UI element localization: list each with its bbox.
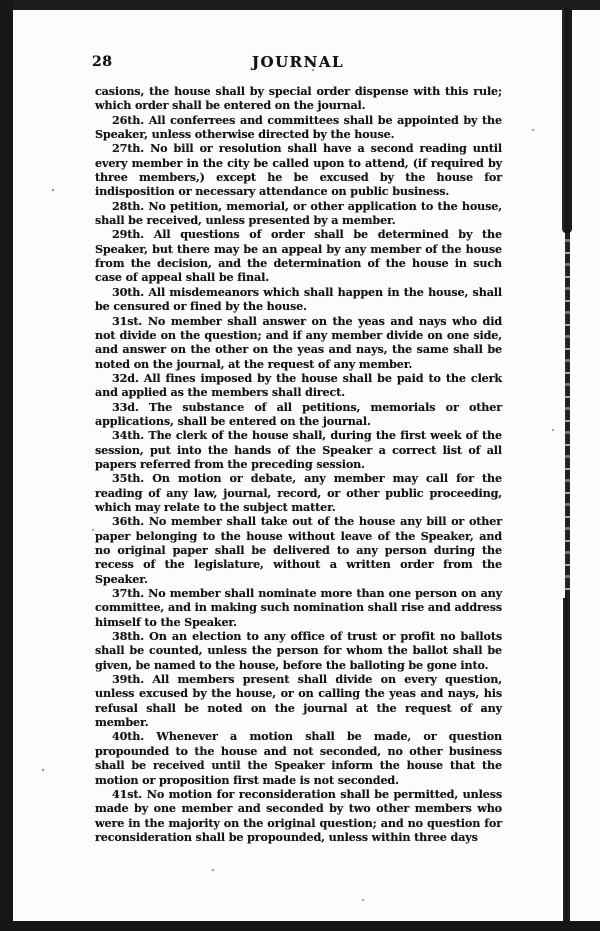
page-body xyxy=(95,84,502,844)
paragraph: 28th. No petition, memorial, or other application to the house, shall be received, unless presented by a member. xyxy=(95,198,502,228)
paragraph: casions, the house shall by special order dispense with this rule; which order shall be entered on the journal. xyxy=(95,84,502,113)
binding-shadow-middle xyxy=(565,230,570,602)
paragraph: 34th. The clerk of the house shall, during the first week of the session, put into the hands of the Speaker a correct list of all papers referred from the preceding session. xyxy=(95,428,502,471)
scan-frame-left xyxy=(0,0,13,931)
paragraph: 32d. All fines imposed by the house shall be paid to the clerk and applied as the members shall direct. xyxy=(95,370,502,400)
paragraph: 40th. Whenever a motion shall be made, or question propounded to the house and not seconded, no other business shall be received until the Speaker inform the house that the motion or proposition first made is not seconded. xyxy=(95,729,502,787)
running-header-title: JOURNAL xyxy=(251,53,345,71)
binding-shadow-bottom xyxy=(563,598,570,921)
paragraph: 41st. No motion for reconsideration shall be permitted, unless made by one member and seconded by two other members who were in the majority on the original question; and no question for reconsideration shall be propounded, unless within three days xyxy=(95,786,502,844)
paragraph: 29th. All questions of order shall be determined by the Speaker, but there may be an appeal by any member of the house from the decision, and the determination of the house in such case of appeal shall be final. xyxy=(95,227,502,285)
paragraph: 38th. On an election to any office of trust or profit no ballots shall be counted, unless the person for whom the ballot shall be given, be named to the house, before the balloting be gone into. xyxy=(95,629,502,672)
paragraph: 33d. The substance of all petitions, memorials or other applications, shall be entered on the journal. xyxy=(95,399,502,428)
scan-frame-bottom xyxy=(0,921,600,931)
paragraph: 27th. No bill or resolution shall have a second reading until every member in the city be called upon to attend, (if required by three members,) except he be excused by the house for indisposition or necessary attendance on public business. xyxy=(95,141,502,199)
paragraph: 31st. No member shall answer on the yeas and nays who did not divide on the question; and if any member divide on one side, and answer on the other on the yeas and nays, the same shall be noted on the journal, at the request of any member. xyxy=(95,313,502,371)
paragraph: 36th. No member shall take out of the house any bill or other paper belonging to the house without leave of the Speaker, and no original paper shall be delivered to any person during the recess of the legislature, without a written order from the Speaker. xyxy=(95,514,502,586)
paragraph: 37th. No member shall nominate more than one person on any committee, and in making such nomination shall rise and address himself to the Speaker. xyxy=(95,586,502,629)
binding-shadow-top xyxy=(562,7,572,233)
scan-frame-top xyxy=(0,0,600,10)
paragraph: 35th. On motion or debate, any member may call for the reading of any law, journal, record, or other public proceeding, which may relate to the subject matter. xyxy=(95,471,502,514)
page-number: 28 xyxy=(92,54,113,70)
paragraph: 26th. All conferrees and committees shall be appointed by the Speaker, unless otherwise directed by the house. xyxy=(95,112,502,142)
paragraph: 30th. All misdemeanors which shall happen in the house, shall be censured or fined by the house. xyxy=(95,284,502,314)
paragraph: 39th. All members present shall divide on every question, unless excused by the house, or on calling the yeas and nays, his refusal shall be noted on the journal at the request of any member. xyxy=(95,672,502,730)
page-header xyxy=(92,53,501,73)
